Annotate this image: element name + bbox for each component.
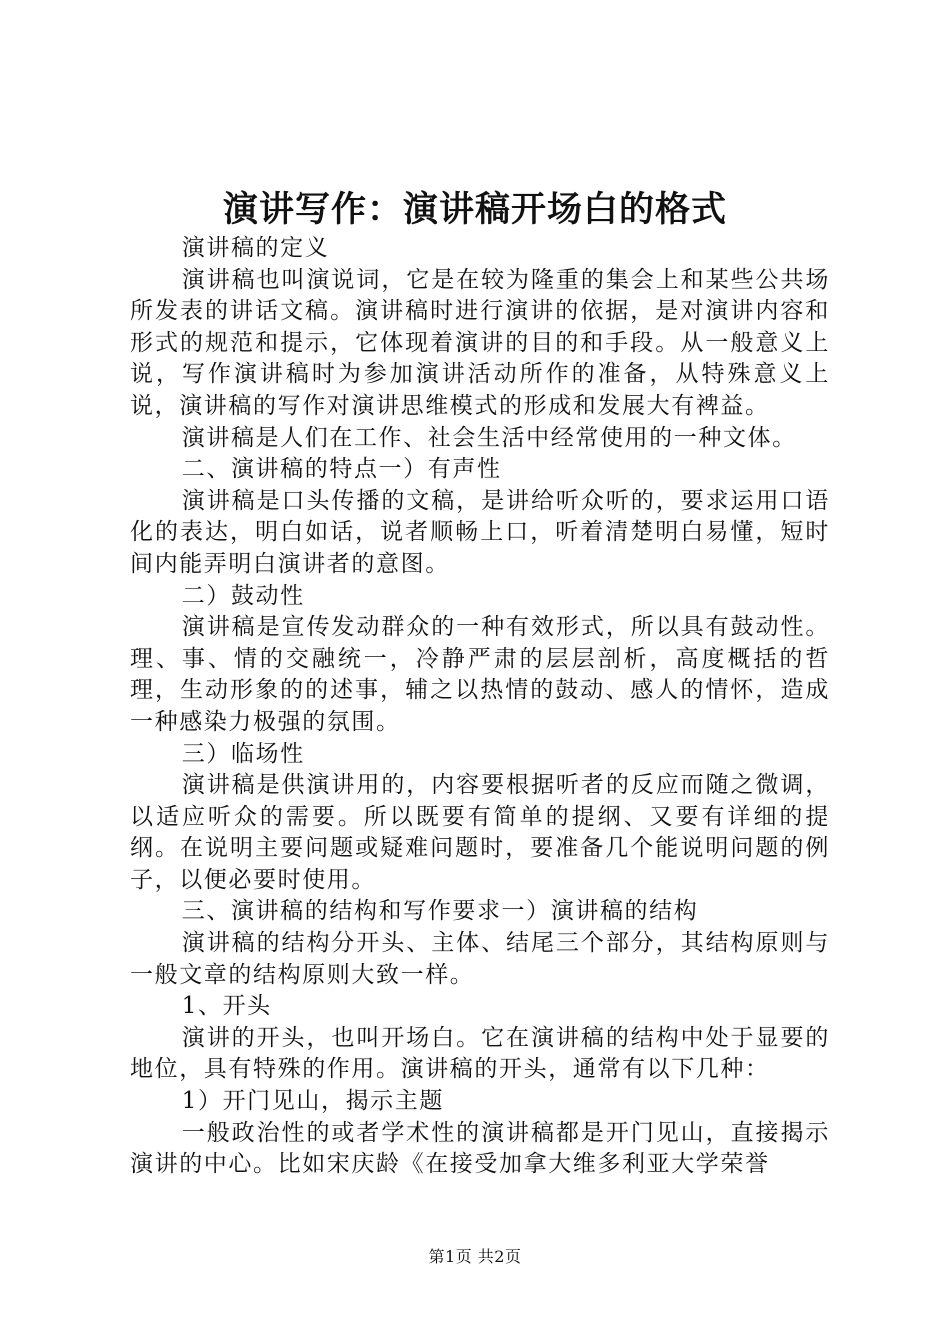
- paragraph: 演讲稿也叫演说词，它是在较为隆重的集会上和某些公共场所发表的讲话文稿。演讲稿时进行演讲的依据，是对演讲内容和形式的规范和提示，它体现着演讲的目的和手段。从一般意义上说，写作演讲稿时为参加演讲活动所作的准备，从特殊意义上说，演讲稿的写作对演讲思维模式的形成和发展大有裨益。: [130, 266, 830, 419]
- paragraph: 一般政治性的或者学术性的演讲稿都是开门见山，直接揭示演讲的中心。比如宋庆龄《在接受加拿大维多利亚大学荣誉: [130, 1119, 830, 1178]
- subsection-heading: 1、开头: [181, 993, 272, 1020]
- document-body: [130, 233, 830, 1181]
- paragraph: 演讲稿是人们在工作、社会生活中经常使用的一种文体。: [181, 424, 797, 451]
- section-heading: 二、演讲稿的特点一）有声性: [181, 456, 502, 483]
- section-heading: 三、演讲稿的结构和写作要求一）演讲稿的结构: [181, 898, 699, 925]
- subsection-heading: 三）临场性: [181, 740, 305, 767]
- paragraph: 演讲的开头，也叫开场白。它在演讲稿的结构中处于显要的地位，具有特殊的作用。演讲稿的开头，通常有以下几种：: [130, 1024, 830, 1083]
- paragraph: 演讲稿是口头传播的文稿，是讲给听众听的，要求运用口语化的表达，明白如话，说者顺畅上口，听着清楚明白易懂，短时间内能弄明白演讲者的意图。: [130, 487, 830, 577]
- paragraph-definition-heading: 演讲稿的定义: [181, 235, 330, 261]
- paragraph: 演讲稿是宣传发动群众的一种有效形式，所以具有鼓动性。理、事、情的交融统一，冷静严肃的层层剖析，高度概括的哲理，生动形象的的述事，辅之以热情的鼓动、感人的情怀，造成一种感染力极强的氛围。: [130, 614, 830, 735]
- paragraph: 演讲稿的结构分开头、主体、结尾三个部分，其结构原则与一般文章的结构原则大致一样。: [130, 930, 830, 988]
- paragraph: 演讲稿是供演讲用的，内容要根据听者的反应而随之微调，以适应听众的需要。所以既要有简单的提纲、又要有详细的提纲。在说明主要问题或疑难问题时，要准备几个能说明问题的例子，以便必要时使用。: [130, 772, 830, 893]
- document-title: 演讲写作：演讲稿开场白的格式: [222, 189, 727, 230]
- subsection-heading: 1）开门见山，揭示主题: [181, 1088, 444, 1115]
- page-number-footer: 第1页 共2页: [428, 1247, 522, 1266]
- subsection-heading: 二）鼓动性: [181, 582, 305, 609]
